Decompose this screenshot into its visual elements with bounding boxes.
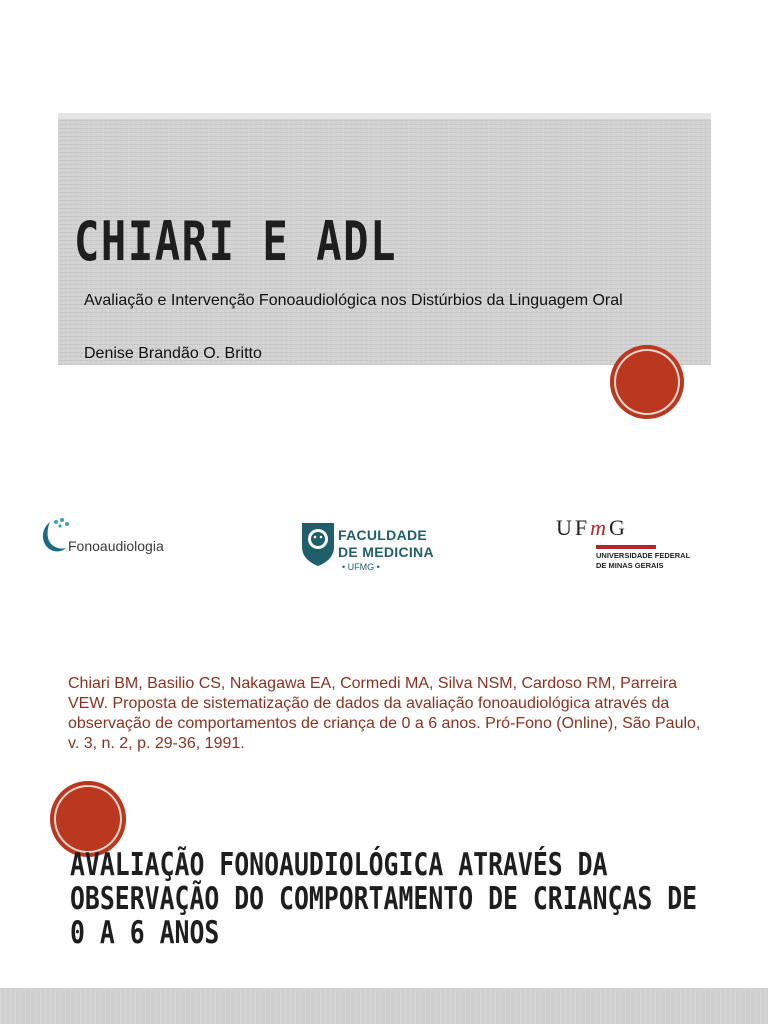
slide-2-title: AVALIAÇÃO FONOAUDIOLÓGICA ATRAVÉS DA OBSERVAÇÃO DO COMPORTAMENTO DE CRIANÇAS DE 0 A 6 ANOS	[70, 847, 698, 951]
medicina-line-3: • UFMG •	[342, 562, 380, 572]
slide-title: CHIARI E ADL	[74, 210, 398, 273]
ufmg-name-line-2: DE MINAS GERAIS	[596, 561, 664, 570]
fono-logo-text: Fonoaudiologia	[68, 538, 164, 554]
medicina-line-1: FACULDADE	[338, 527, 428, 543]
ufmg-wordmark: UFmG	[556, 515, 628, 540]
author-name: Denise Brandão O. Britto	[84, 345, 262, 362]
decorative-circle	[610, 345, 684, 419]
bottom-band	[0, 988, 768, 1024]
bibliographic-reference: Chiari BM, Basilio CS, Nakagawa EA, Cormedi MA, Silva NSM, Cardoso RM, Parreira VEW. Proposta de sistematização de dados da avaliação fonoaudiológica através da observação de comportamentos de criança de 0 a 6 anos. Pró-Fono (Online), São Paulo, v. 3, n. 2, p. 29-36, 1991.	[68, 675, 701, 752]
ufmg-name-line-1: UNIVERSIDADE FEDERAL	[596, 551, 691, 560]
decorative-circle	[50, 781, 126, 857]
medicina-line-2: DE MEDICINA	[338, 544, 434, 560]
slide-subtitle: Avaliação e Intervenção Fonoaudiológica nos Distúrbios da Linguagem Oral	[84, 292, 623, 309]
